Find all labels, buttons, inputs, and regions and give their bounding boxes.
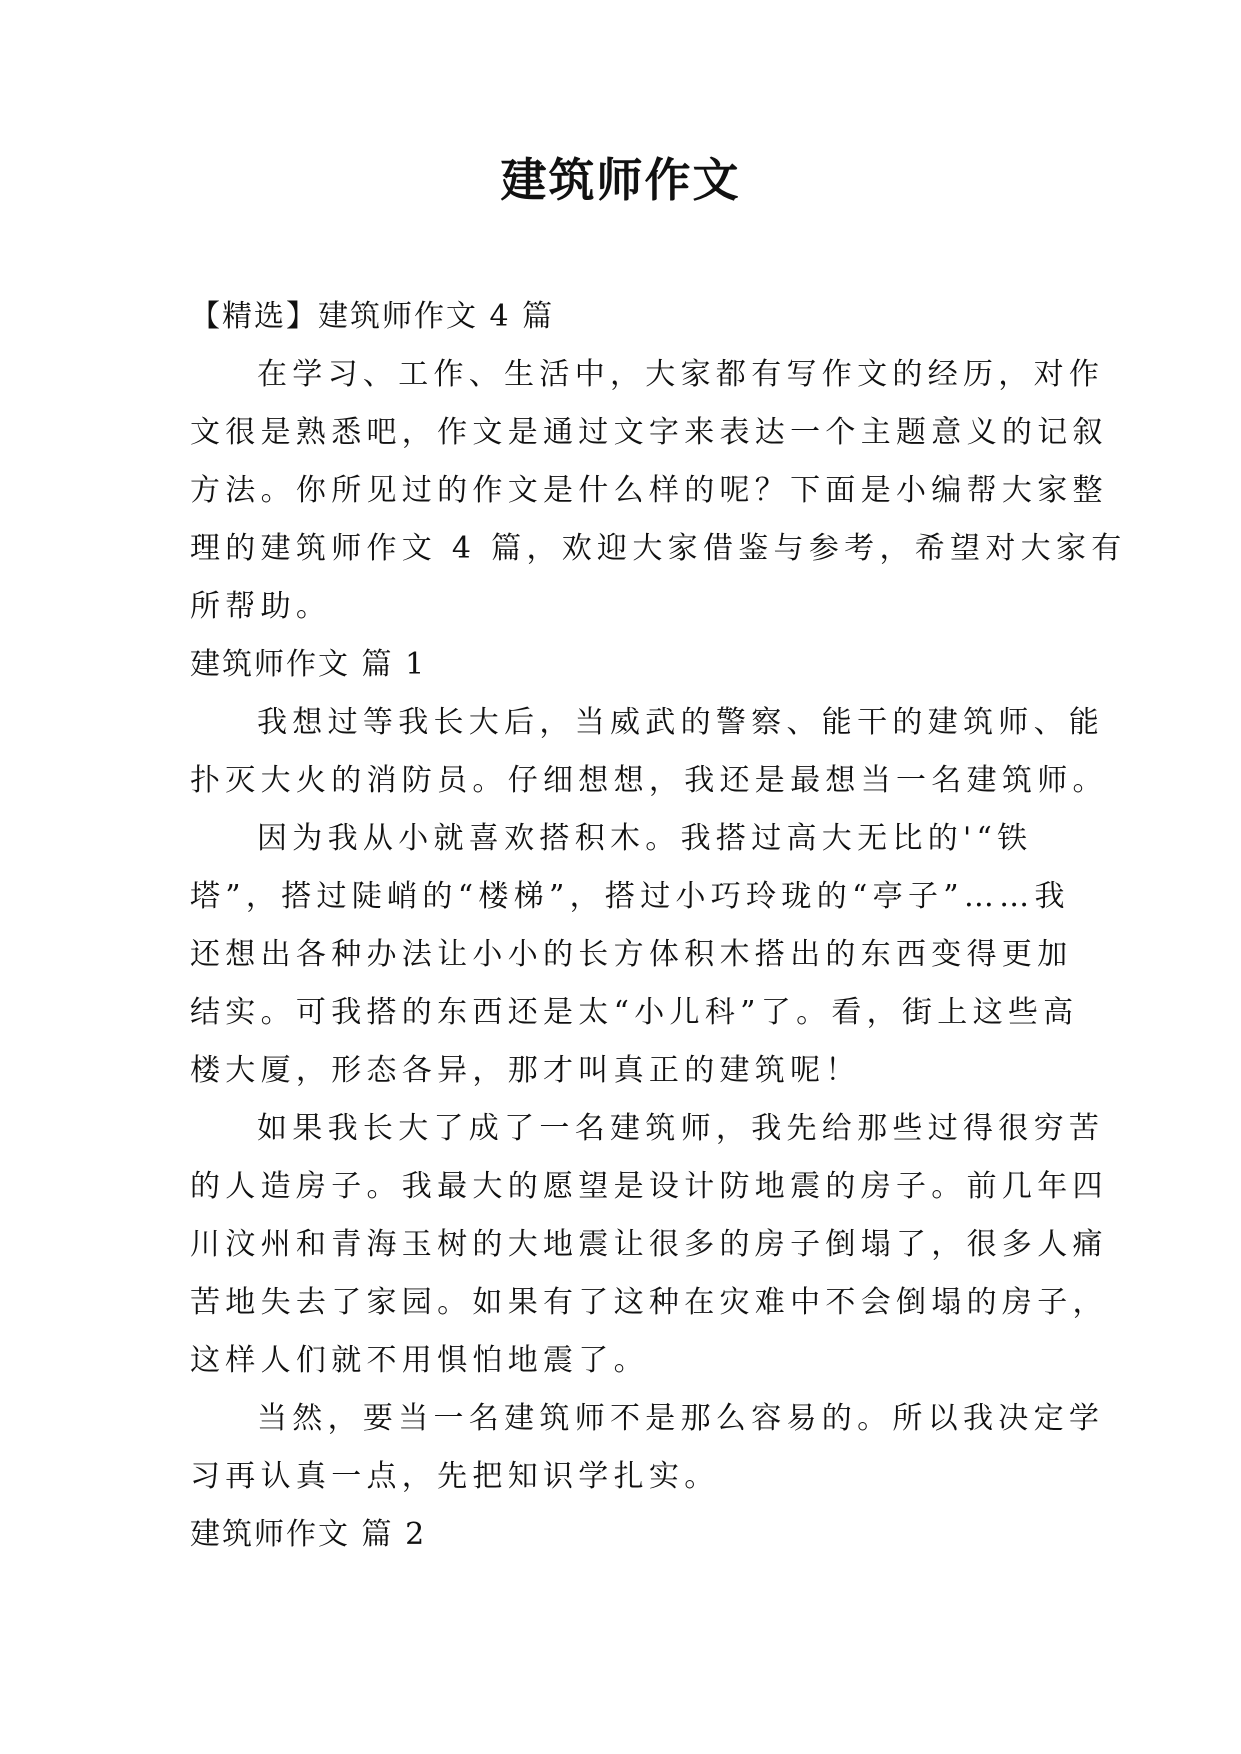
text-line: 方法。你所见过的作文是什么样的呢？下面是小编帮大家整	[190, 473, 1108, 508]
text-line: 扑灭大火的消防员。仔细想想，我还是最想当一名建筑师。	[190, 763, 1108, 798]
text-line: 习再认真一点，先把知识学扎实。	[190, 1459, 720, 1494]
section-heading: 建筑师作文 篇 2	[190, 1517, 427, 1552]
text-line: 当然，要当一名建筑师不是那么容易的。所以我决定学	[257, 1401, 1105, 1436]
text-line: 如果我长大了成了一名建筑师，我先给那些过得很穷苦	[257, 1111, 1105, 1146]
text-line: 塔”，搭过陡峭的“楼梯”，搭过小巧玲珑的“亭子”……我	[190, 879, 1070, 914]
document-title: 建筑师作文	[500, 153, 741, 207]
text-line: 楼大厦，形态各异，那才叫真正的建筑呢！	[190, 1053, 861, 1088]
section-heading: 建筑师作文 篇 1	[190, 647, 427, 682]
text-line: 在学习、工作、生活中，大家都有写作文的经历，对作	[257, 357, 1105, 392]
text-line: 川汶州和青海玉树的大地震让很多的房子倒塌了，很多人痛	[190, 1227, 1108, 1262]
text-line: 所帮助。	[190, 589, 332, 624]
text-line: 因为我从小就喜欢搭积木。我搭过高大无比的'“铁	[257, 821, 1033, 856]
text-line: 还想出各种办法让小小的长方体积木搭出的东西变得更加	[190, 937, 1073, 972]
text-line: 这样人们就不用惧怕地震了。	[190, 1343, 649, 1378]
text-line: 结实。可我搭的东西还是太“小儿科”了。看，街上这些高	[190, 995, 1079, 1030]
document-body	[190, 288, 1127, 1564]
text-line: 理的建筑师作文 4 篇，欢迎大家借鉴与参考，希望对大家有	[190, 531, 1127, 566]
text-line: 文很是熟悉吧，作文是通过文字来表达一个主题意义的记叙	[190, 415, 1108, 450]
text-line: 我想过等我长大后，当威武的警察、能干的建筑师、能	[257, 705, 1105, 740]
text-line: 苦地失去了家园。如果有了这种在灾难中不会倒塌的房子，	[190, 1285, 1108, 1320]
text-line: 的人造房子。我最大的愿望是设计防地震的房子。前几年四	[190, 1169, 1108, 1204]
collection-heading: 【精选】建筑师作文 4 篇	[190, 299, 555, 334]
